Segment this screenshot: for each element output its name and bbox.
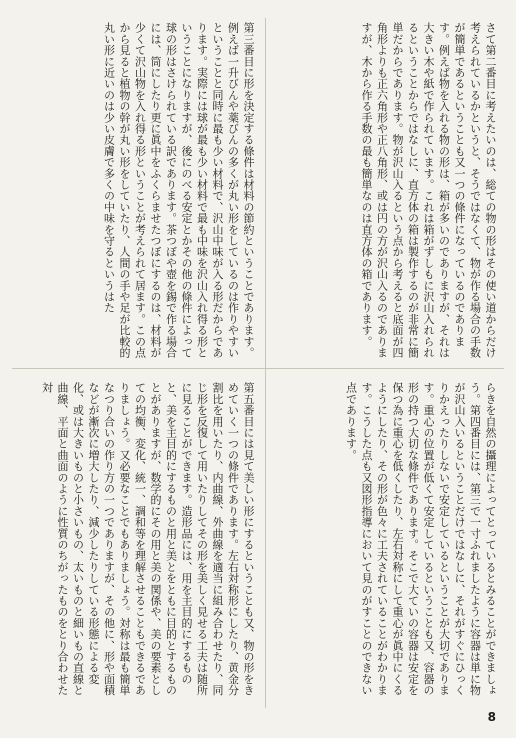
text-block-top-right: さて第二番目に考えたいのは、総ての物の形はその使い道からだけ考えられているかというと、そうではなくて、物が作る場合の手数が簡単であるということも又一つの條件になっているのであります。例えば物を入れる物の形は、箱が多いのでありますが、それは大きい木や紙で作られています。これは箱がずしもに沢山入れられるということからではなしに、直方体の箱は製作するのが非常に簡単だからであります。物が沢山入るという点から考えると底面が四角形よりも正六角形や正八角形、或は円の方が沢山入るのでありますが、木から作る手数の最も簡単なのは直方体の箱であります。 <box>360 22 497 358</box>
column-divider-vertical <box>265 18 266 708</box>
text-block-bottom-right: らきを自然の攝理によってとっているとみることができましょう。第四番目には、第三で一寸ふれましたように容器は単に物が沢山入いるということだけではなしに、それがすぐにひっくりかえったりしないで安定しているということが大切であります。重心の位置が低くて安定しているということも又、容器の形の持つ大切な條件であります。そこで大ていの容器は安定を保つ為に重心を低くしたり、左右対称にして重心が眞中にくるようにしたり、その形が色々に工夫されていることがわかります。こうした点も又図形指導において見のがすことのできない点であります。 <box>344 382 497 696</box>
column-divider-horizontal <box>12 368 504 369</box>
text-block-top-left: 第三番目に形を決定する條件は材料の節約ということであります。例えば一升びんや薬びんの多くが丸い形をしているのは作りやすいということと同時に最も少い材料で、沢山中味が入る形だからであります。実際には球が最も少い材料で最も中味を沢山入れ得る形ということになりますが、後にのべる安定とかその他の條件によって球の形はさけられている訳であります。茶つぼや壺を錫で作る場合には、筒にしたり更に眞中をふくらませたつぼにするのは、材料が少くて沢山物を入れ得る形ということが考えられて居ます。この点から見ると植物の幹が丸い形をしていたり、人間の手や足が比較的丸い形に近いのは少い皮膚で多くの中味を守るというはた <box>102 22 255 358</box>
text-block-bottom-left: 第五番目には見て美しい形にするということも又、物の形をきめていく一つの條件であります。左右対称形にしたり、黄金分割比を用いたり、内曲線、外曲線を適当に組み合わせたり、同じ形を反復して用いたりしてその形を美しく見せる工夫は随所に見ることができます。造形品には、用を主目的にするものと、美を主目的にするものと用と美とをともに目的とするものとがありますが、数学的にその用と美の関係や、美の要素としての均衡、変化、統一、調和等を理解させることもできるでありましょう。又必要なことでもありましょう。対称は最も簡単なつり合いの作り方の一つでありますが、その他に、形や面積などが漸次に増大したり、減少したりしている形態による変化、或は大きいものと小さいもの、太いものと細いもの直線と曲線、平面と曲面のように性質のちがったものをとり合わせた対 <box>40 382 255 696</box>
page-number: 8 <box>487 710 496 724</box>
